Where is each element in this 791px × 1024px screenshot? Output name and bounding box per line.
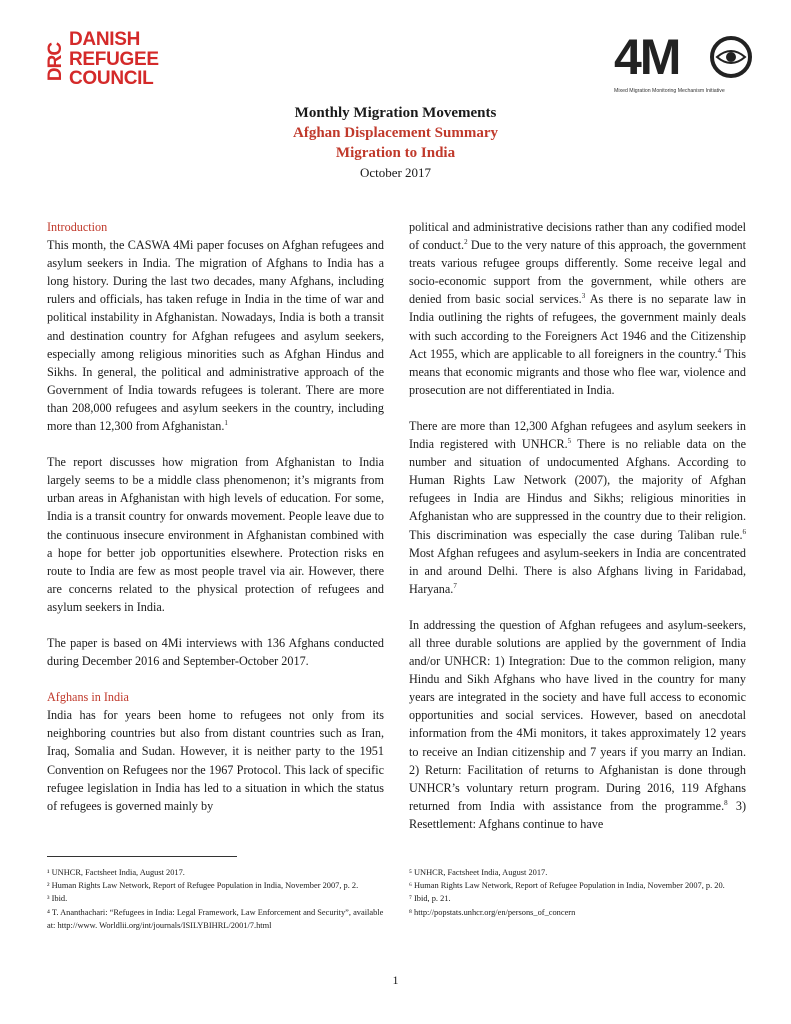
report-subtitle: Afghan Displacement Summary (293, 125, 498, 141)
right-paragraph-2-text-c: Most Afghan refugees and asylum-seekers in India are concentrated in and around Delhi. There is also Afghans living in Faridabad, Haryana. (409, 545, 746, 596)
left-column (47, 218, 384, 833)
4mi-wordmark: 4M (614, 29, 680, 85)
footnote-1: ¹ UNHCR, Factsheet India, August 2017. (47, 868, 185, 877)
report-date: October 2017 (359, 165, 432, 180)
footnote-divider (47, 856, 237, 857)
right-column (409, 218, 746, 851)
footnotes-right (409, 866, 746, 919)
drc-vertical-mark (46, 30, 66, 94)
footnote-ref-4: 4 (717, 346, 722, 355)
intro-paragraph-3: The paper is based on 4Mi interviews with 136 Afghans conducted during December 2016 and September-October 2017. (47, 635, 384, 669)
right-paragraph-2 (409, 417, 746, 598)
footnote-8: ⁸ http://popstats.unhcr.org/en/persons_of_concern (409, 907, 576, 917)
intro-paragraph-1 (47, 236, 384, 435)
footnote-ref-5: 5 (567, 436, 572, 445)
footnote-6: ⁶ Human Rights Law Network, Report of Refugee Population in India, November 2007, p. 20. (409, 881, 725, 891)
page-number: 1 (392, 973, 399, 987)
right-paragraph-1-text-c: As there is no separate law in India outlining the rights of refugees, the government mainly deals with such according to the Foreigners Act 1946 and the Citizenship Act 1955, which are applicable to all foreigners in the country. (409, 292, 747, 361)
eye-icon (710, 36, 752, 78)
report-series-title: Monthly Migration Movements (294, 105, 497, 121)
right-paragraph-3-text-a: In addressing the question of Afghan refugees and asylum-seekers, all three durable solutions are applied by the government of India and/or UNHCR: 1) Integration: Due to the common religion, many Hindu and Sikh Afghans who have lived in the country for many years are integrated in the society and have full access to economic opportunities and social services. However, based on anecdotal information from the 4Mi monitors, it takes approximately 12 years to receive an Indian citizenship and 7 years if you marry an Indian. 2) Return: Facilitation of returns to Afghanistan is done through UNHCR’s voluntary return program. During 2016, 119 Afghans returned from India with assistance from the programme. (409, 617, 746, 813)
drc-vertical-text: DRC (45, 42, 66, 82)
footnote-ref-3: 3 (581, 292, 586, 301)
section-heading-introduction: Introduction (47, 220, 108, 234)
right-paragraph-3 (409, 616, 746, 833)
report-topic: Migration to India (335, 145, 456, 161)
footnote-2: ² Human Rights Law Network, Report of Refugee Population in India, November 2007, p. 2. (47, 881, 359, 891)
section-heading-afghans-in-india: Afghans in India (47, 690, 129, 705)
footnote-ref-8: 8 (724, 798, 728, 807)
4mi-tagline: Mixed Migration Monitoring Mechanism Initiative (614, 88, 725, 94)
right-paragraph-1-text-d: This means that economic migrants and those who flee war, violence and prosecution are not differentiated in India. (409, 346, 746, 397)
footnote-ref-6: 6 (742, 527, 746, 536)
footnote-7: ⁷ Ibid, p. 21. (409, 894, 451, 904)
drc-line-2: REFUGEE (69, 48, 159, 70)
right-paragraph-3-text-b: 3) Resettlement: Afghans continue to have (409, 798, 747, 831)
right-paragraph-2-text-b: There is no reliable data on the number and situation of undocumented Afghans. According to Human Rights Law Network (2007), the majority of Afghan refugees in India are Hindus and Sikhs; religious minorities in Afghanistan who are suppressed in the country due to their religion. This discrimination was especially the case during Taliban rule. (409, 437, 746, 542)
right-paragraph-1 (409, 218, 746, 399)
footnote-5: ⁵ UNHCR, Factsheet India, August 2017. (409, 868, 548, 877)
4mi-logo (614, 30, 754, 100)
footnote-4: ⁴ T. Ananthachari: “Refugees in India: Legal Framework, Law Enforcement and Security”, available at: http://www. Worldlii.org/int/journals/ISILYBIHRL/2001/7.html (47, 907, 384, 930)
footnote-ref-7: 7 (453, 581, 457, 590)
drc-logo (46, 30, 176, 94)
right-paragraph-1-text-a: political and administrative decisions rather than any codified model of conduct. (409, 220, 746, 253)
right-paragraph-2-text-a: There are more than 12,300 Afghan refugees and asylum seekers in India registered with UNHCR. (409, 418, 746, 452)
drc-line-3: COUNCIL (69, 68, 154, 89)
title-block (0, 103, 791, 182)
drc-line-1: DANISH (69, 29, 141, 50)
footnote-ref-1: 1 (224, 418, 228, 427)
right-paragraph-1-text-b: Due to the very nature of this approach, the government treats various refugee groups differently. Some receive legal and socio-economic support from the government, while others are denied from basic social services. (409, 238, 746, 307)
intro-paragraph-2: The report discusses how migration from Afghanistan to India largely seems to be a middle class phenomenon; it’s migrants from urban areas in Afghanistan with high levels of education. For some, India is a transit country for onwards movement. People leave due to the continuous insecure environment in Afghanistan combined with a hope for better job opportunities elsewhere. Protection risks en route to India are few as most people travel via air. However, there are concerns related to the physical protection of refugees and asylum seekers in India. (47, 455, 384, 614)
afghans-paragraph-1: India has for years been home to refugees not only from its neighboring countries but also from distant countries such as Iran, Iraq, Somalia and Sudan. However, it is neither party to the 1951 Convention on Refugees nor the 1967 Protocol. This lack of specific refugee legislation in India has led to a situation in which the status of refugees is governed mainly by (47, 708, 384, 813)
intro-paragraph-1-text: This month, the CASWA 4Mi paper focuses on Afghan refugees and asylum seekers in India. The migration of Afghans to India has a long history. During the last two decades, many Afghans, including rulers and officials, has taken refuge in India in the time of war and political instability in Afghanistan. Nowadays, India is both a transit and destination country for Afghan refugees and asylum seekers, especially among religious minorities such as Afghan Hindus and Sikhs. In general, the political and administrative approach of the Government of India towards refugees is tolerant. There are more than 208,000 refugees and asylum seekers in the country, including more than 12,300 from Afghanistan. (47, 238, 384, 434)
footnotes-left (47, 866, 384, 932)
drc-wordmark (69, 30, 159, 89)
footnote-ref-2: 2 (464, 238, 468, 247)
footnote-3: ³ Ibid. (47, 894, 68, 904)
